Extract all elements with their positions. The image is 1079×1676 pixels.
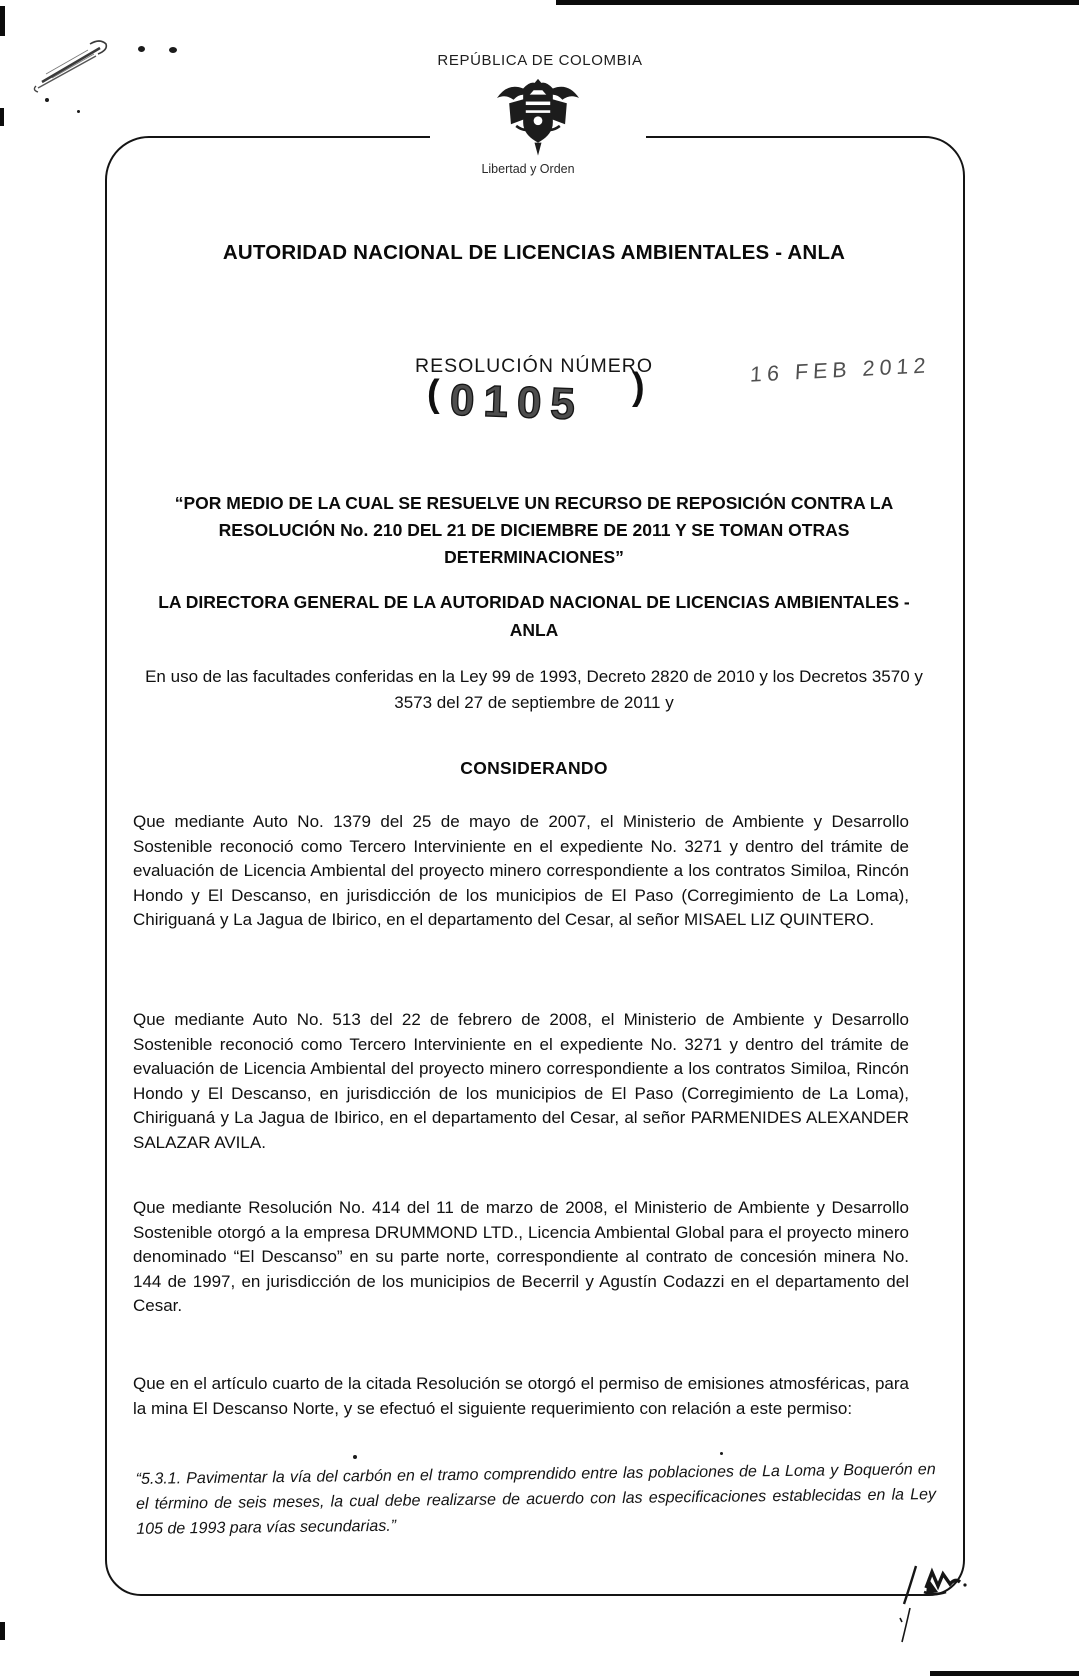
legal-preamble: En uso de las facultades conferidas en la Ley 99 de 1993, Decreto 2820 de 2010 y los Decretos 3570 y 3573 del 27 de septiembre de 2011 y	[145, 667, 923, 712]
scan-artifact-bottom-line	[930, 1671, 1079, 1676]
resolution-number-label: RESOLUCIÓN NÚMERO	[414, 355, 654, 377]
body-paragraph: Que mediante Auto No. 1379 del 25 de mayo de 2007, el Ministerio de Ambiente y Desarrollo Sostenible reconoció como Tercero Interviniente en el expediente No. 3271 y dentro del trámite de evaluación de Licencia Ambiental del proyecto minero correspondiente a los contratos Similoa, Rincón Hondo y El Descanso, en jurisdicción de los municipios de El Paso (Corregimiento de La Loma), Chiriguaná y La Jagua de Ibirico, en el departamento del Cesar, al señor MISAEL LIZ QUINTERO.	[133, 812, 909, 930]
date-stamp: 16 FEB 2012	[749, 353, 932, 387]
resolution-subject: “POR MEDIO DE LA CUAL SE RESUELVE UN RECURSO DE REPOSICIÓN CONTRA LA RESOLUCIÓN No. 210 DEL 21 DE DICIEMBRE DE 2011 Y SE TOMAN OTRAS DETERMINACIONES”	[174, 493, 894, 567]
scan-artifact-left-mark	[0, 1622, 5, 1640]
scan-artifact-left-mark	[0, 108, 4, 126]
pencil-scribble	[28, 30, 158, 110]
considering-heading: CONSIDERANDO	[460, 758, 608, 778]
coat-of-arms-colombia	[490, 74, 586, 164]
scan-artifact-top-line	[556, 0, 1079, 5]
authority-title: AUTORIDAD NACIONAL DE LICENCIAS AMBIENTALES - ANLA	[222, 241, 846, 264]
number-close-paren: )	[632, 366, 645, 408]
emblem-motto: Libertad y Orden	[481, 162, 575, 176]
issuer-title: LA DIRECTORA GENERAL DE LA AUTORIDAD NACIONAL DE LICENCIAS AMBIENTALES - ANLA	[158, 592, 910, 640]
resolution-number-stamp: 0105	[449, 375, 585, 430]
body-paragraph: Que mediante Resolución No. 414 del 11 de marzo de 2008, el Ministerio de Ambiente y Desarrollo Sostenible otorgó a la empresa DRUMMOND LTD., Licencia Ambiental Global para el proyecto minero denominado “El Descanso” en su parte norte, correspondiente al contrato de concesión minera No. 144 de 1997, en jurisdicción de los municipios de Becerril y Agustín Codazzi en el departamento del Cesar.	[133, 1198, 909, 1316]
scan-speck	[77, 110, 80, 113]
body-paragraph: Que mediante Auto No. 513 del 22 de febrero de 2008, el Ministerio de Ambiente y Desarrollo Sostenible reconoció como Tercero Interviniente en el expediente No. 3271 y dentro del trámite de evaluación de Licencia Ambiental del proyecto minero correspondiente a los contratos Similoa, Rincón Hondo y El Descanso, en jurisdicción de los municipios de El Paso (Corregimiento de La Loma), Chiriguaná y La Jagua de Ibirico, en el departamento del Cesar, al señor PARMENIDES ALEXANDER SALAZAR AVILA.	[133, 1010, 909, 1152]
scan-artifact-left-mark	[0, 6, 5, 36]
handwritten-initials	[880, 1552, 990, 1652]
requirement-quote: “5.3.1. Pavimentar la vía del carbón en el tramo comprendido entre las poblaciones de La Loma y Boquerón en el término de seis meses, la cual debe realizarse de acuerdo con las especificaciones establecidas en la Ley 105 de 1993 para vías secundarias.”	[135, 1461, 937, 1538]
body-paragraph: Que en el artículo cuarto de la citada Resolución se otorgó el permiso de emisiones atmosféricas, para la mina El Descanso Norte, y se efectuó el siguiente requerimiento con relación a este permiso:	[133, 1374, 909, 1418]
number-open-paren: (	[427, 373, 440, 415]
country-header: REPÚBLICA DE COLOMBIA	[437, 52, 643, 69]
